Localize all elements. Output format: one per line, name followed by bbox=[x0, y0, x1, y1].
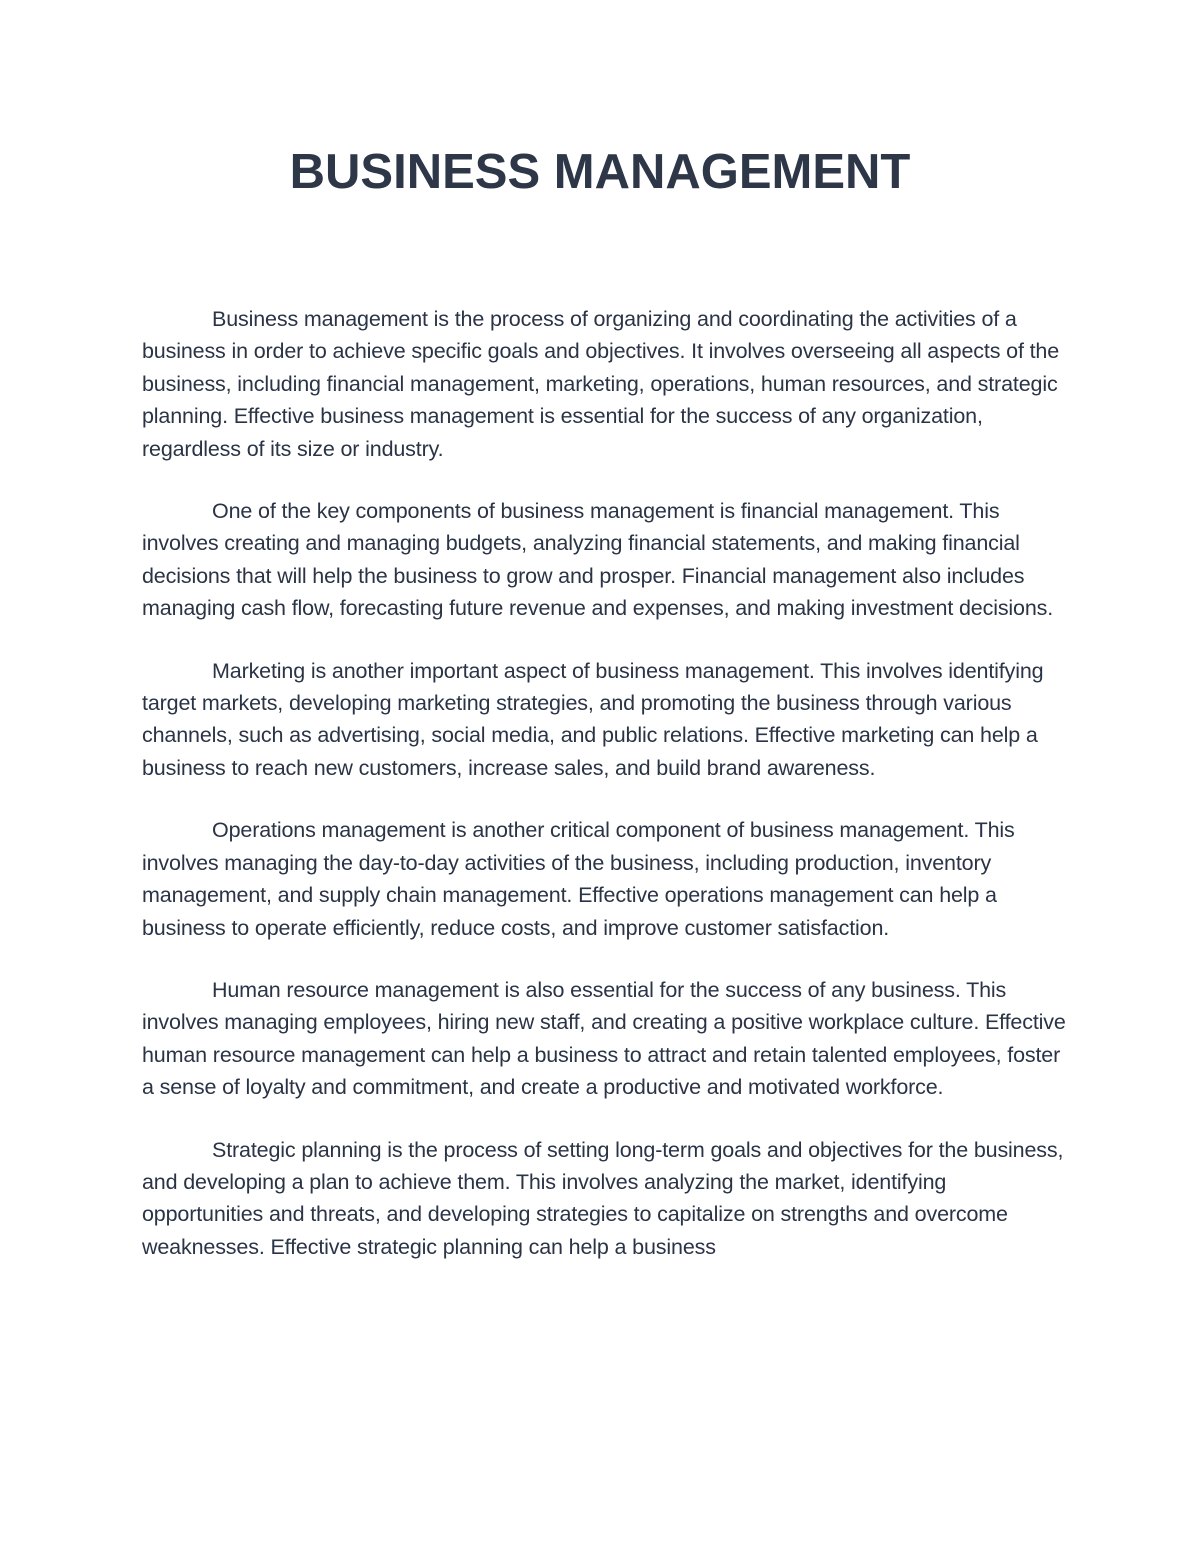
document-title: BUSINESS MANAGEMENT bbox=[289, 145, 911, 199]
document-body bbox=[142, 303, 1067, 1293]
paragraph-operations-management: Operations management is another critical component of business management. This involves managing the day-to-day activities of the business, including production, inventory management, and supply chain management. Effective operations management can help a business to operate efficiently, reduce costs, and improve customer satisfaction. bbox=[142, 818, 1015, 940]
paragraph-human-resource-management: Human resource management is also essential for the success of any business. This involves managing employees, hiring new staff, and creating a positive workplace culture. Effective human resource management can help a business to attract and retain talented employees, foster a sense of loyalty and commitment, and create a productive and motivated workforce. bbox=[142, 977, 1066, 1100]
paragraph-financial-management: One of the key components of business management is financial management. This involves creating and managing budgets, analyzing financial statements, and making financial decisions that will help the business to grow and prosper. Financial management also includes managing cash flow, forecasting future revenue and expenses, and making investment decisions. bbox=[142, 499, 1054, 621]
paragraph-intro: Business management is the process of organizing and coordinating the activities of a business in order to achieve specific goals and objectives. It involves overseeing all aspects of the business, including financial management, marketing, operations, human resources, and strategic planning. Effective business management is essential for the success of any organization, regardless of its size or industry. bbox=[142, 307, 1060, 461]
paragraph-marketing: Marketing is another important aspect of business management. This involves identifying target markets, developing marketing strategies, and promoting the business through various channels, such as advertising, social media, and public relations. Effective marketing can help a business to reach new customers, increase sales, and build brand awareness. bbox=[142, 658, 1044, 780]
paragraph-strategic-planning: Strategic planning is the process of setting long-term goals and objectives for the business, and developing a plan to achieve them. This involves analyzing the market, identifying opportunities and threats, and developing strategies to capitalize on strengths and overcome weaknesses. Effective strategic planning can help a business bbox=[142, 1137, 1064, 1259]
